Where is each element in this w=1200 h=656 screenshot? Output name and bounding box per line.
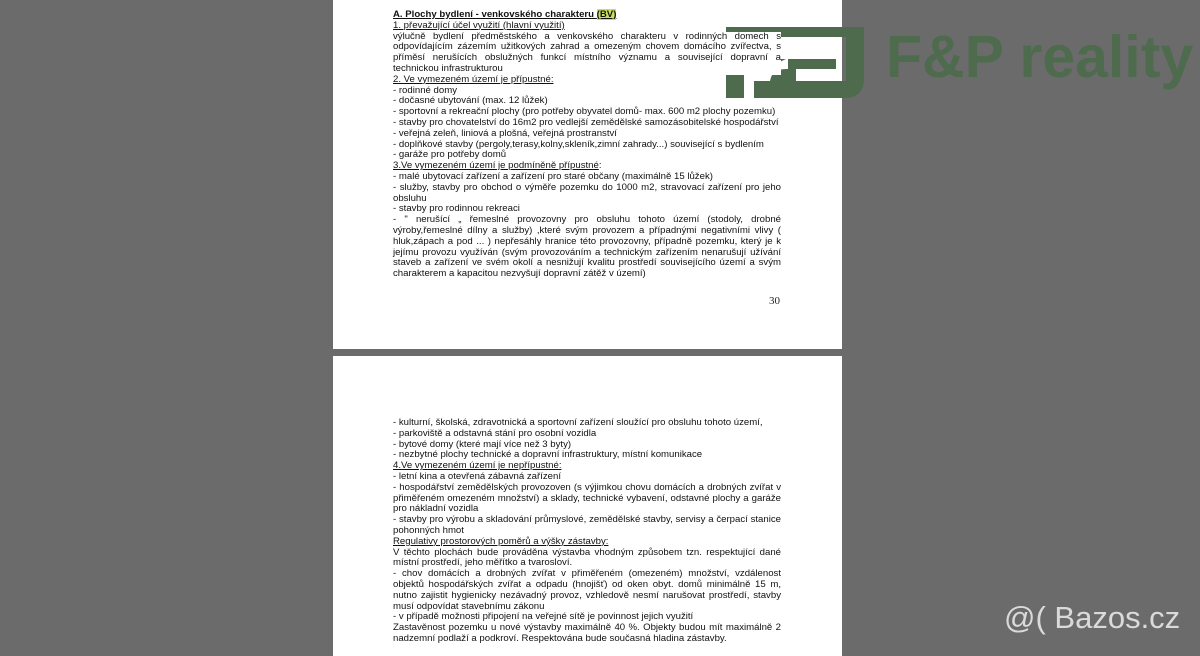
list-item: - veřejná zeleň, liniová a plošná, veřejná prostranství <box>393 127 617 139</box>
list-item: - bytové domy (které mají více než 3 byty) <box>393 438 572 450</box>
paragraph: V těchto plochách bude prováděna výstavba vhodným způsobem tzn. respektující dané místní prostředí, jeho měřítko a tvarosloví. <box>393 546 781 569</box>
section-heading: 3.Ve vymezeném území je podmíněně přípustné: <box>393 160 602 172</box>
list-item: - chov domácích a drobných zvířat v přiměřeném (omezeném) množství, vzdálenost objektů hospodářských zvířat a odpadu (hnojišť) od oken obyt. domů minimálně 15 m, nutno zajistit hygienicky nezávadný provoz, vzhledově nesmí narušovat prostředí, stavby musí odpovídat stavebnímu zákonu <box>393 568 781 612</box>
list-item: - stavby pro chovatelství do 16m2 pro vedlejší zemědělské samozásobitelské hospodářství <box>393 116 779 128</box>
list-item: - dočasné ubytování (max. 12 lůžek) <box>393 95 548 107</box>
document-page-30 <box>333 0 842 349</box>
paragraph: Zastavěnost pozemku u nové výstavby maximálně 40 %. Objekty budou mít maximálně 2 nadzemní podlaží a podkroví. Respektována bude současná hladina zástavby. <box>393 622 781 644</box>
list-item: - parkoviště a odstavná stání pro osobní vozidla <box>393 427 597 439</box>
paragraph: výlučně bydlení předměstského a venkovského charakteru v rodinných domech s odpovídajícím zázemím užitkových zahrad a omezeným chovem domácího zvířectva, s příměsí nerušících obslužných funkcí místního významu a související dopravní a technickou infrastrukturou <box>393 30 781 74</box>
list-item: - garáže pro potřeby domů <box>393 149 507 161</box>
section-heading-text: 3.Ve vymezeném území je podmíněně přípustné <box>393 160 599 172</box>
section-title-text: A. Plochy bydlení - venkovského charakteru <box>393 9 597 20</box>
list-item: - stavby pro rodinnou rekreaci <box>393 203 520 215</box>
document-page-31 <box>333 356 842 656</box>
section-heading: 2. Ve vymezeném území je přípustné: <box>393 73 554 85</box>
list-item: - služby, stavby pro obchod o výměře pozemku do 1000 m2, stravovací zařízení pro jeho obsluhu <box>393 181 781 204</box>
list-item: - rodinné domy <box>393 84 457 96</box>
list-item: - malé ubytovací zařízení a zařízení pro staré občany (maximálně 15 lůžek) <box>393 170 713 182</box>
list-item: - hospodářství zemědělských provozoven (s výjimkou chovu domácích a drobných zvířat v přiměřeném omezeném množství) a sklady, technické vybavení, odstavné plochy a garáže pro nákladní vozidla <box>393 481 781 515</box>
page-number: 30 <box>769 295 780 307</box>
list-item: - nezbytné plochy technické a dopravní infrastruktury, místní komunikace <box>393 449 703 461</box>
page-text <box>393 418 781 645</box>
list-item: - doplňkové stavby (pergoly,terasy,kolny,skleník,zimní zahrady...) související s bydlením <box>393 138 764 150</box>
list-item: - sportovní a rekreační plochy (pro potřeby obyvatel domů- max. 600 m2 plochy pozemku) <box>393 106 776 118</box>
section-heading: 1. převažující účel využití (hlavní využití) <box>393 19 565 31</box>
section-heading: Regulativy prostorových poměrů a výšky zástavby: <box>393 535 609 547</box>
list-item: - kulturní, školská, zdravotnická a sportovní zařízení sloužící pro obsluhu tohoto území, <box>393 417 763 428</box>
list-item: - " nerušící „ řemeslné provozovny pro obsluhu tohoto území (stodoly, drobné výroby,řemeslné dílny a služby) ,které svým provozem a případnými negativními vlivy ( hluk,zápach a pod ... ) nepřesáhly hranice této provozovny, případně pozemku, který je k jejímu provozu využíván (svým provozováním a technickým zařízením nenarušují užívání staveb a zařízení ve svém okolí a nesnižují kvalitu prostředí souvisejícího území a svým charakterem a kapacitou nezvyšují dopravní zátěž v území) <box>393 214 781 280</box>
list-item: - stavby pro výrobu a skladování průmyslové, zemědělské stavby, servisy a čerpací stanice pohonných hmot <box>393 514 781 536</box>
page-text <box>393 10 781 280</box>
section-code: (BV) <box>596 9 617 20</box>
logo-text: F&P reality <box>886 24 1194 90</box>
fp-reality-logo <box>726 24 1196 99</box>
list-item: - letní kina a otevřená zábavná zařízení <box>393 470 561 482</box>
section-heading: 4.Ve vymezeném území je nepřípustné: <box>393 460 562 472</box>
list-item: - v případě možnosti připojení na veřejné sítě je povinnost jejich využití <box>393 611 694 623</box>
bazos-watermark: @( Bazos.cz <box>1004 600 1181 635</box>
